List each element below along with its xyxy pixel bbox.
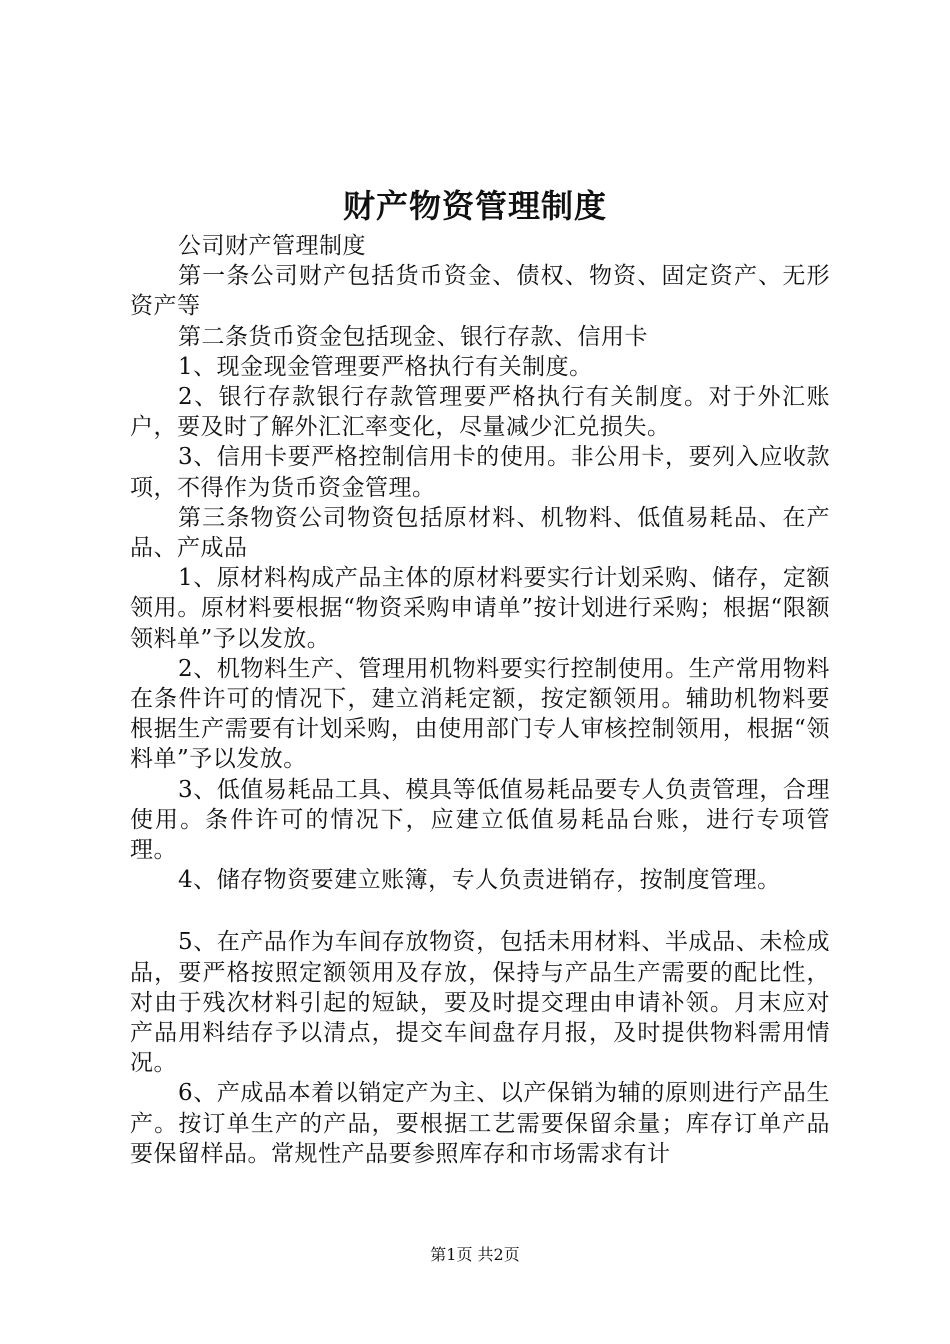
document-title: 财产物资管理制度 [342,187,607,225]
paragraph: 第一条公司财产包括货币资金、债权、物资、固定资产、无形资产等 [130,263,830,320]
paragraph: 公司财产管理制度 [178,233,366,259]
paragraph: 3、信用卡要严格控制信用卡的使用。非公用卡，要列入应收款项，不得作为货币资金管理。 [130,444,830,501]
paragraph: 5、在产品作为车间存放物资，包括未用材料、半成品、未检成品，要严格按照定额领用及存放，保持与产品生产需要的配比性，对由于残次材料引起的短缺，要及时提交理由申请补领。月末应对产品用料结存予以清点，提交车间盘存月报，及时提供物料需用情况。 [130,929,830,1077]
paragraph: 2、机物料生产、管理用机物料要实行控制使用。生产常用物料在条件许可的情况下，建立消耗定额，按定额领用。辅助机物料要根据生产需要有计划采购，由使用部门专人审核控制领用，根据“领料单”予以发放。 [130,655,830,773]
paragraph: 3、低值易耗品工具、模具等低值易耗品要专人负责管理，合理使用。条件许可的情况下，应建立低值易耗品台账，进行专项管理。 [130,776,830,864]
paragraph: 第二条货币资金包括现金、银行存款、信用卡 [178,323,648,350]
paragraph: 6、产成品本着以销定产为主、以产保销为辅的原则进行产品生产。按订单生产的产品，要根据工艺需要保留余量；库存订单产品要保留样品。常规性产品要参照库存和市场需求有计 [130,1080,830,1167]
paragraph-gap [130,895,830,927]
paragraph: 1、原材料构成产品主体的原材料要实行计划采购、储存，定额领用。原材料要根据“物资采购申请单”按计划进行采购；根据“限额领料单”予以发放。 [130,565,830,652]
page-footer: 第1页 共2页 [430,1245,520,1264]
paragraph: 第三条物资公司物资包括原材料、机物料、低值易耗品、在产品、产成品 [130,504,830,562]
paragraph: 2、银行存款银行存款管理要严格执行有关制度。对于外汇账户，要及时了解外汇汇率变化，尽量减少汇兑损失。 [130,384,830,441]
paragraph: 1、现金现金管理要严格执行有关制度。 [178,353,593,380]
document-body [130,231,830,1169]
paragraph: 4、储存物资要建立账簿，专人负责进销存，按制度管理。 [178,867,781,894]
